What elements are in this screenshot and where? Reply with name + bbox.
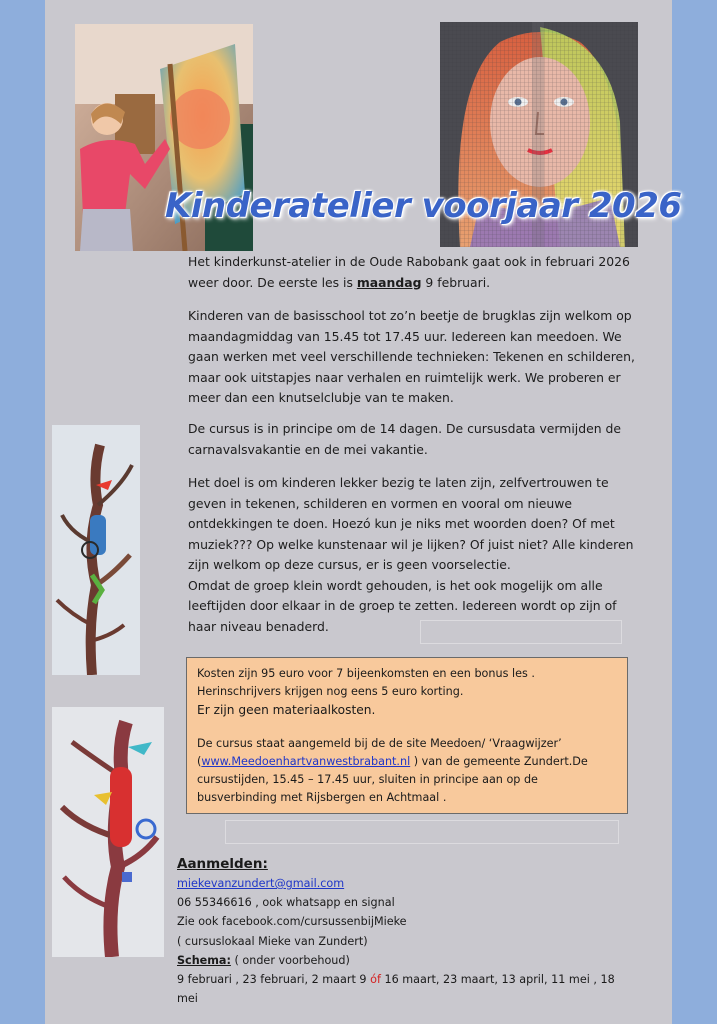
schedule-dates	[177, 970, 637, 1008]
signup-heading: Aanmelden:	[177, 856, 268, 872]
signup-section	[177, 854, 637, 1008]
page-title: Kinderatelier voorjaar 2026	[165, 186, 682, 226]
faint-box	[225, 820, 619, 844]
meedoen-link[interactable]: www.Meedoenhartvanwestbrabant.nl	[201, 755, 411, 768]
dates-or: óf	[370, 973, 381, 987]
first-lesson-day: maandag	[356, 274, 422, 290]
paragraph-3	[188, 473, 643, 651]
paragraph-1	[188, 306, 643, 423]
frequency-paragraph: De cursus is in principe om de 14 dagen. De cursusdata vermijden de carnavalsvakantie en de mei vakantie.	[188, 421, 622, 457]
schedule-note: ( onder voorbehoud)	[230, 953, 350, 967]
schedule-line	[177, 951, 637, 970]
tree-sculpture-photo-1	[52, 425, 140, 675]
intro-text: Het kinderkunst-atelier in de Oude Rabobank gaat ook in februari 2026 weer door. De eerste les is	[188, 254, 630, 290]
schedule-label: Schema:	[177, 953, 231, 967]
phone-line: 06 55346616 , ook whatsapp en signal	[177, 896, 395, 910]
registration-prefix: De cursus staat aangemeld bij de de site Meedoen/ ‘Vraagwijzer’ (	[197, 737, 562, 768]
intro-paragraph	[188, 252, 643, 293]
registration-text	[197, 735, 617, 807]
email-link[interactable]: miekevanzundert@gmail.com	[177, 877, 345, 890]
tree-sculpture-photo-2	[52, 707, 164, 957]
paragraph-2	[188, 419, 643, 474]
cost-line: Kosten zijn 95 euro voor 7 bijeenkomsten en een bonus les .	[197, 667, 535, 680]
intro-text-block	[188, 252, 643, 307]
welcome-paragraph: Kinderen van de basisschool tot zo’n beetje de brugklas zijn welkom op maandagmiddag van 15.45 tot 17.45 uur. Iedereen kan meedoen. We gaan werken met veel verschillende technieken: Tekenen en schilderen, maar ook uitstapjes naar verhalen en ruimtelijk werk. We proberen er meer dan een knutselclubje van te maken.	[188, 308, 635, 405]
first-lesson-date: 9 februari.	[421, 274, 491, 290]
facebook-line: Zie ook facebook.com/cursussenbijMieke	[177, 915, 407, 929]
location-line: ( cursuslokaal Mieke van Zundert)	[177, 934, 368, 948]
group-paragraph: Omdat de groep klein wordt gehouden, is het ook mogelijk om alle leeftijden door elkaar in de groep te zetten. Iedereen wordt op zijn of haar niveau benaderd.	[188, 577, 617, 634]
material-costs-line: Er zijn geen materiaalkosten.	[197, 703, 376, 717]
discount-line: Herinschrijvers krijgen nog eens 5 euro korting.	[197, 685, 464, 698]
spacer	[197, 719, 617, 735]
dates-part-2: 16 maart, 23 maart, 13 april, 11 mei , 18 mei	[177, 973, 615, 1006]
registration-suffix: ) van de gemeente Zundert.De cursustijden, 15.45 – 17.45 uur, sluiten in principe aan op de busverbinding met Rijsbergen en Achtmaal .	[197, 755, 588, 804]
dates-part-1: 9 februari , 23 februari, 2 maart 9	[177, 973, 371, 987]
cost-info-box	[186, 657, 628, 814]
goal-paragraph: Het doel is om kinderen lekker bezig te laten zijn, zelfvertrouwen te geven in tekenen, schilderen en vormen en vooral om nieuwe ontdekkingen te doen. Hoezó kun je niks met woorden doen? Of met muziek??? Op welke kunstenaar wil je lijken? Of juist niet? Alle kinderen zijn welkom op deze cursus, er is geen voorselectie.	[188, 475, 634, 572]
